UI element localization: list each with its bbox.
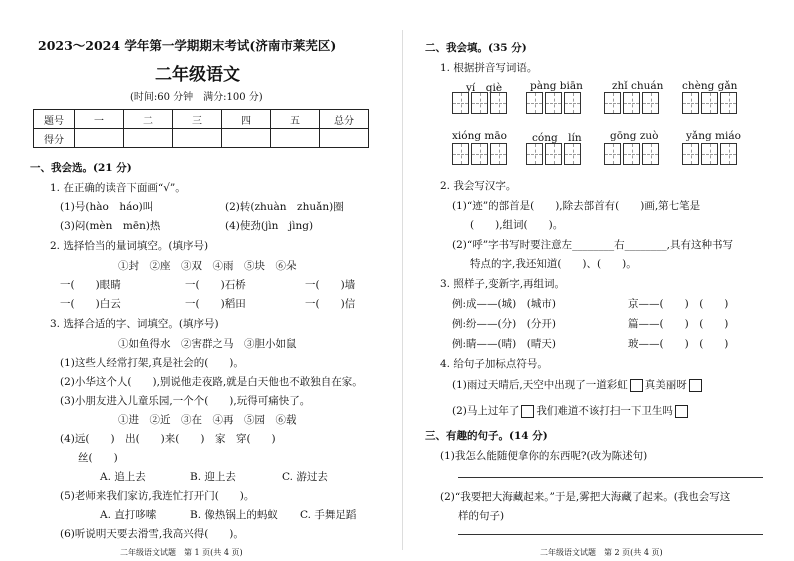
q5-choice: A. 直打哆嗦 (100, 509, 157, 521)
r-q4-prompt: 4. 给句子加标点符号。 (440, 358, 548, 370)
q6-item: (6)听说明天要去滑雪,我高兴得( )。 (60, 528, 244, 540)
r-q3-blank: 玻——( ) ( ) (628, 338, 729, 350)
r-q3-prompt: 3. 照样子,变新字,再组词。 (440, 278, 566, 290)
tianzige-box[interactable] (682, 92, 739, 114)
tianzige-box[interactable] (526, 143, 583, 165)
q3-options: ①如鱼得水 ②害群之马 ③胆小如鼠 (118, 338, 297, 350)
q1-item: (4)使劲(jìn jìng) (225, 220, 314, 232)
answer-line[interactable] (458, 477, 763, 478)
score-row-label: 得分 (34, 129, 75, 148)
score-cell[interactable] (173, 129, 222, 148)
r-q2-line: 特点的字,我还知道( )、( )。 (470, 258, 637, 270)
q5-choice: B. 像热锅上的蚂蚁 (190, 509, 278, 521)
q1-item: (3)闷(mèn mēn)热 (60, 220, 161, 232)
r-q2-line: (2)“呼”字书写时要注意左________右________,具有这种书写 (452, 239, 733, 251)
q1-item: (1)号(hào háo)叫 (60, 201, 154, 213)
q3-item: (3)小朋友进入儿童乐园,一个个( ),玩得可痛快了。 (60, 395, 311, 407)
s3-q1: (1)我怎么能随便拿你的东西呢?(改为陈述句) (440, 450, 648, 462)
q4-choice: C. 游过去 (282, 471, 328, 483)
q1-item: (2)转(zhuàn zhuǎn)圈 (225, 201, 344, 213)
pinyin: zhǐ chuán (612, 80, 664, 92)
pinyin: gōng zuò (610, 130, 659, 142)
q2-blank: 一( )白云 (60, 298, 121, 310)
r-q4-item (452, 403, 690, 418)
r-q3-example: 例:睛——(晴) (晴天) (452, 338, 556, 350)
section3-heading: 三、有趣的句子。(14 分) (425, 430, 548, 442)
q4-options: ①进 ②近 ③在 ④再 ⑤园 ⑥载 (118, 414, 297, 426)
r-q4-text: (1)雨过天晴后,天空中出现了一道彩虹 (452, 379, 628, 391)
score-header: 三 (173, 110, 222, 129)
q2-blank: 一( )石桥 (185, 279, 246, 291)
q2-options: ①封 ②座 ③双 ④雨 ⑤块 ⑥朵 (118, 260, 297, 272)
exam-info: (时间:60 分钟 满分:100 分) (130, 92, 263, 103)
section1-heading: 一、我会选。(21 分) (30, 162, 132, 174)
score-cell[interactable] (124, 129, 173, 148)
r-q3-example: 例:成——(城) (城市) (452, 298, 556, 310)
q5-choice: C. 手舞足蹈 (300, 509, 357, 521)
q4-choice: A. 追上去 (100, 471, 146, 483)
tianzige-box[interactable] (526, 92, 583, 114)
score-cell[interactable] (75, 129, 124, 148)
r-q2-line: ( ),组词( )。 (470, 219, 564, 231)
score-cell[interactable] (271, 129, 320, 148)
section2-heading: 二、我会填。(35 分) (425, 42, 527, 54)
q2-blank: 一( )眼睛 (60, 279, 121, 291)
r-q3-blank: 篇——( ) ( ) (628, 318, 729, 330)
q1-prompt: 1. 在正确的读音下面画“√”。 (50, 182, 186, 194)
page-divider (402, 30, 403, 550)
q3-item: (1)这些人经常打架,真是社会的( )。 (60, 357, 244, 369)
pinyin: yǎng miáo (686, 130, 741, 142)
q5-item: (5)老师来我们家访,我连忙打开门( )。 (60, 490, 255, 502)
s3-q2: (2)“我要把大海藏起来。”于是,雾把大海藏了起来。(我也会写这 (440, 491, 731, 503)
page-footer: 二年级语文试题 第 1 页(共 4 页) (120, 548, 243, 557)
q3-item: (2)小华这个人( ),别说他走夜路,就是白天他也不敢独自在家。 (60, 376, 363, 388)
r-q4-text: (2)马上过年了 (452, 405, 520, 417)
tianzige-box[interactable] (682, 143, 739, 165)
r-q1-prompt: 1. 根据拼音写词语。 (440, 62, 538, 74)
r-q2-prompt: 2. 我会写汉字。 (440, 180, 517, 192)
pinyin: xióng māo (452, 130, 507, 142)
score-header: 总分 (320, 110, 369, 129)
tianzige-box[interactable] (604, 92, 661, 114)
pinyin: chèng gǎn (682, 80, 738, 92)
tianzige-box[interactable] (452, 92, 509, 114)
score-cell[interactable] (222, 129, 271, 148)
score-header: 五 (271, 110, 320, 129)
punctuation-box[interactable] (521, 405, 534, 418)
score-table (33, 109, 369, 148)
page-footer: 二年级语文试题 第 2 页(共 4 页) (540, 548, 663, 557)
pinyin: yí qiè (466, 82, 503, 94)
r-q3-blank: 京——( ) ( ) (628, 298, 729, 310)
r-q4-item (452, 377, 704, 392)
score-header: 二 (124, 110, 173, 129)
q2-blank: 一( )稻田 (185, 298, 246, 310)
r-q2-line: (1)“迹”的部首是( ),除去部首有( )画,第七笔是 (452, 200, 701, 212)
punctuation-box[interactable] (689, 379, 702, 392)
score-header: 四 (222, 110, 271, 129)
punctuation-box[interactable] (675, 405, 688, 418)
pinyin: pàng biān (530, 80, 583, 92)
subject-title: 二年级语文 (155, 65, 240, 85)
pinyin: cóng lín (532, 132, 582, 144)
tianzige-box[interactable] (604, 143, 661, 165)
score-cell[interactable] (320, 129, 369, 148)
q2-blank: 一( )墙 (305, 279, 356, 291)
tianzige-box[interactable] (452, 143, 509, 165)
r-q4-text: 我们难道不该打扫一下卫生吗 (536, 405, 673, 417)
punctuation-box[interactable] (630, 379, 643, 392)
score-header: 题号 (34, 110, 75, 129)
r-q4-text: 真美丽呀 (644, 379, 687, 391)
exam-title: 2023～2024 学年第一学期期末考试(济南市莱芜区) (38, 38, 337, 53)
score-header: 一 (75, 110, 124, 129)
q2-blank: 一( )信 (305, 298, 356, 310)
answer-line[interactable] (458, 534, 763, 535)
s3-q2: 样的句子) (458, 510, 505, 522)
q4-line: (4)远( ) 出( )来( ) 家 穿( ) (60, 433, 276, 445)
q4-line: 丝( ) (78, 452, 118, 464)
q4-choice: B. 迎上去 (190, 471, 236, 483)
q3-prompt: 3. 选择合适的字、词填空。(填序号) (50, 318, 219, 330)
r-q3-example: 例:纷——(分) (分开) (452, 318, 556, 330)
q2-prompt: 2. 选择恰当的量词填空。(填序号) (50, 240, 209, 252)
